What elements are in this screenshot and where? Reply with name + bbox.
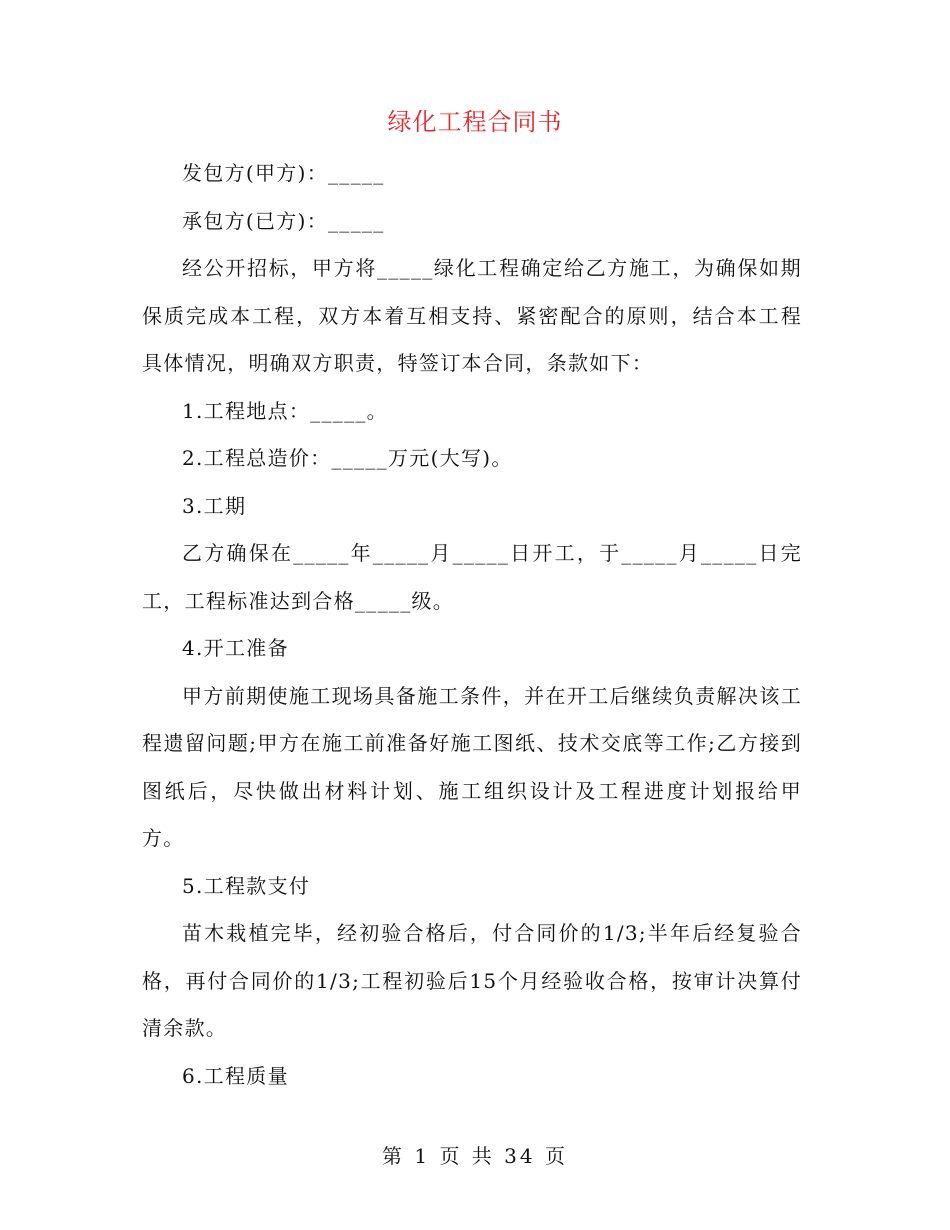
document-title: 绿化工程合同书 bbox=[387, 108, 563, 136]
clause-heading-payment: 5.工程款支付 bbox=[182, 873, 311, 898]
preparation-paragraph: 甲方前期使施工现场具备施工条件，并在开工后继续负责解决该工程遗留问题;甲方在施工前准备好施工图纸、技术交底等工作;乙方接到图纸后，尽快做出材料计划、施工组织设计及工程进度计划报给甲方。 bbox=[142, 683, 802, 850]
clause-heading-preparation: 4.开工准备 bbox=[182, 636, 289, 660]
schedule-paragraph: 乙方确保在_____年_____月_____日开工，于_____月_____日完工，工程标准达到合格_____级。 bbox=[142, 541, 802, 613]
clause-heading-quality: 6.工程质量 bbox=[182, 1063, 289, 1088]
clause-total-cost: 2.工程总造价：_____万元(大写)。 bbox=[182, 446, 513, 470]
clause-location: 1.工程地点：_____。 bbox=[182, 398, 388, 423]
clause-heading-schedule: 3.工期 bbox=[182, 493, 247, 518]
party-a-line: 发包方(甲方)：_____ bbox=[182, 161, 385, 185]
intro-paragraph: 经公开招标，甲方将_____绿化工程确定给乙方施工，为确保如期保质完成本工程，双方本着互相支持、紧密配合的原则，结合本工程具体情况，明确双方职责，特签订本合同，条款如下： bbox=[142, 256, 802, 375]
payment-paragraph: 苗木栽植完毕，经初验合格后，付合同价的1/3;半年后经复验合格，再付合同价的1/3;工程初验后15个月经验收合格，按审计决算付清余款。 bbox=[142, 921, 802, 1040]
page-number-footer: 第 1 页 共 34 页 bbox=[382, 1144, 568, 1168]
document-body bbox=[142, 150, 802, 1100]
party-b-line: 承包方(已方)：_____ bbox=[182, 208, 385, 233]
